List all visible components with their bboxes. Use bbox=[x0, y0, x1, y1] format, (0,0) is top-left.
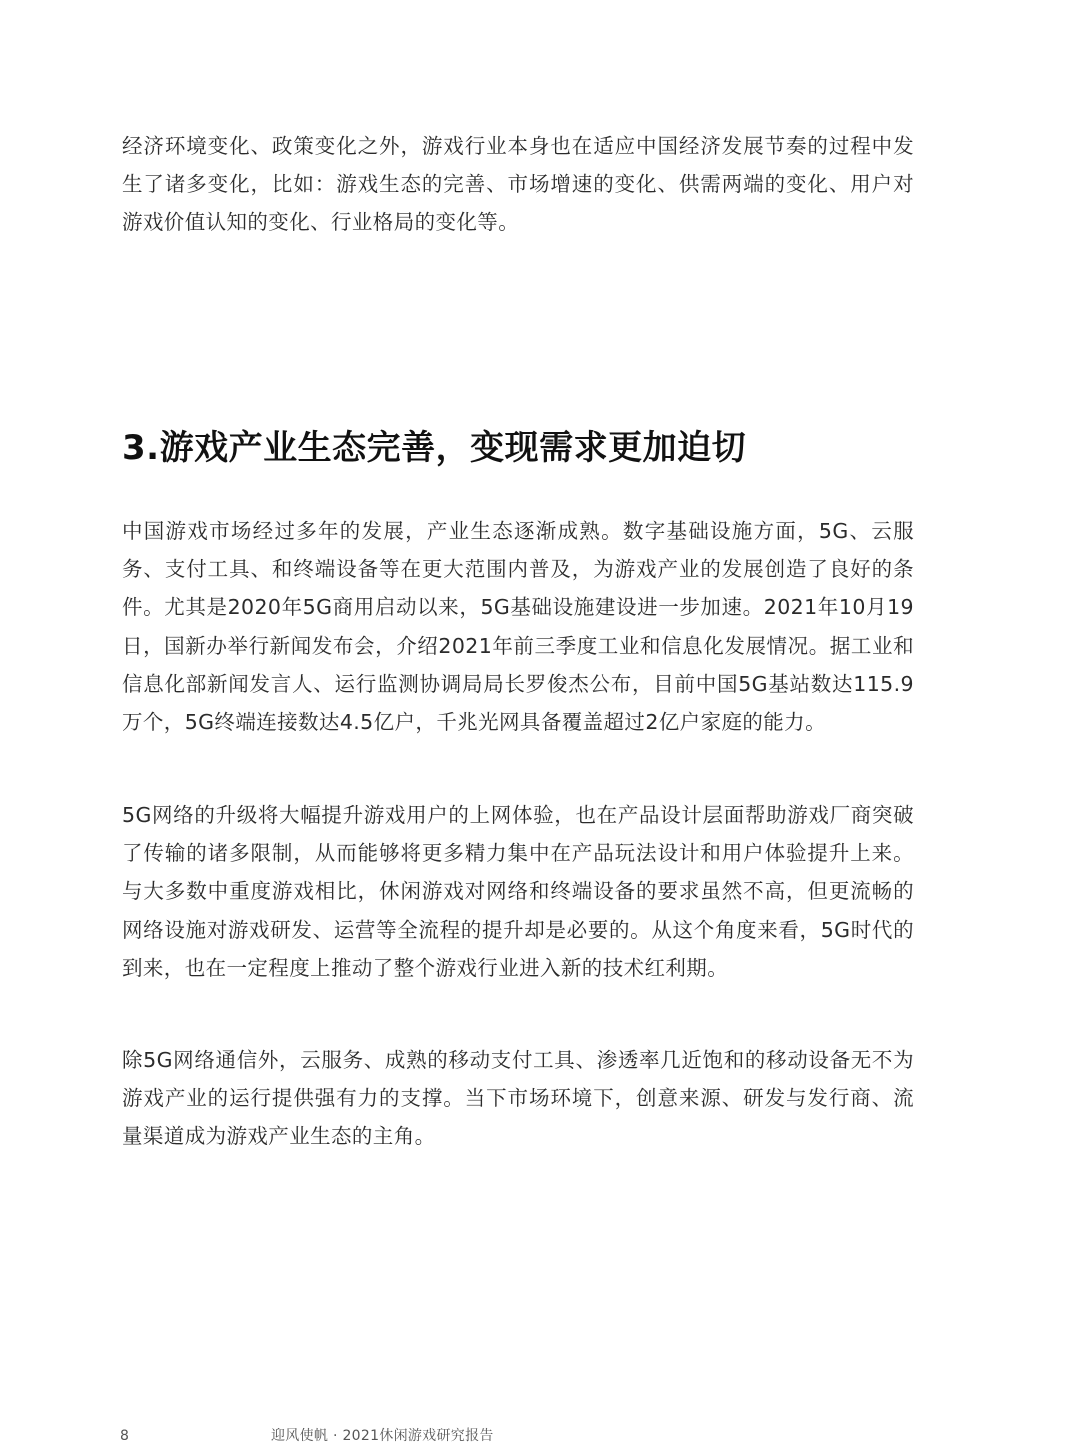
page-footer bbox=[0, 1425, 1080, 1447]
section-title: 3.游戏产业生态完善，变现需求更加迫切 bbox=[122, 428, 747, 468]
report-title: 迎风使帆 · 2021休闲游戏研究报告 bbox=[271, 1428, 494, 1444]
section-paragraph-1: 中国游戏市场经过多年的发展，产业生态逐渐成熟。数字基础设施方面，5G、云服务、支付工具、和终端设备等在更大范围内普及，为游戏产业的发展创造了良好的条件。尤其是2020年5G商用启动以来，5G基础设施建设进一步加速。2021年10月19日，国新办举行新闻发布会，介绍2021年前三季度工业和信息化发展情况。据工业和信息化部新闻发言人、运行监测协调局局长罗俊杰公布，目前中国5G基站数达115.9万个，5G终端连接数达4.5亿户，千兆光网具备覆盖超过2亿户家庭的能力。 bbox=[122, 519, 914, 735]
section-paragraph-2: 5G网络的升级将大幅提升游戏用户的上网体验，也在产品设计层面帮助游戏厂商突破了传输的诸多限制，从而能够将更多精力集中在产品玩法设计和用户体验提升上来。与大多数中重度游戏相比，休闲游戏对网络和终端设备的要求虽然不高，但更流畅的网络设施对游戏研发、运营等全流程的提升却是必要的。从这个角度来看，5G时代的到来，也在一定程度上推动了整个游戏行业进入新的技术红利期。 bbox=[122, 803, 914, 980]
section-paragraph-3: 除5G网络通信外，云服务、成熟的移动支付工具、渗透率几近饱和的移动设备无不为游戏产业的运行提供强有力的支撑。当下市场环境下，创意来源、研发与发行商、流量渠道成为游戏产业生态的主角。 bbox=[122, 1048, 914, 1149]
intro-paragraph: 经济环境变化、政策变化之外，游戏行业本身也在适应中国经济发展节奏的过程中发生了诸多变化，比如：游戏生态的完善、市场增速的变化、供需两端的变化、用户对游戏价值认知的变化、行业格局的变化等。 bbox=[122, 134, 914, 235]
page-number: 8 bbox=[120, 1428, 129, 1444]
